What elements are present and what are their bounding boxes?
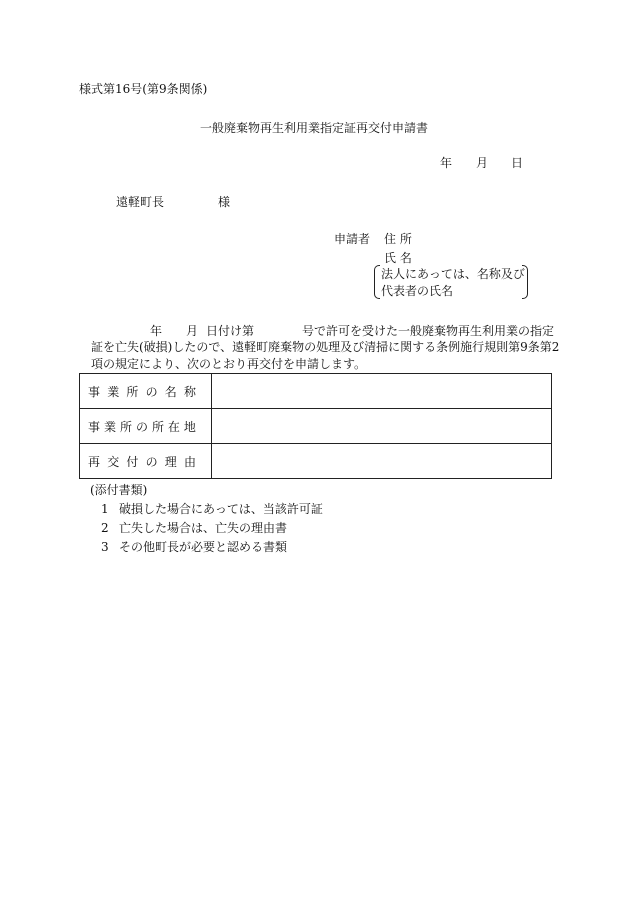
recipient-name: 遠軽町長 [116,195,165,209]
date-year-label: 年 [440,156,453,170]
attachment-number: 1 [101,502,109,516]
attachment-item [101,503,323,515]
corp-note-line2: 代表者の氏名 [381,284,454,298]
label-char: の [145,454,158,469]
body-day-label: 日付け第 [206,324,255,338]
recipient-honorific: 様 [218,195,231,209]
label-char: 名 [164,384,177,399]
label-char: 地 [183,419,196,434]
body-year-label: 年 [150,324,163,338]
label-char: 再 [88,454,101,469]
body-line3: 項の規定により、次のとおり再交付を申請します。 [91,357,367,371]
label-char: 在 [167,419,180,434]
label-char: の [145,384,158,399]
label-char: 事 [88,419,101,434]
label-char: 理 [164,454,177,469]
label-char: 由 [183,454,196,469]
attachment-text: 破損した場合にあっては、当該許可証 [119,502,323,516]
attachment-text: 亡失した場合は、亡失の理由書 [119,521,288,535]
table-label-cell [80,444,212,479]
label-business-location [88,418,196,435]
label-char: 所 [151,419,164,434]
label-char: 業 [103,419,116,434]
label-char: 交 [107,454,120,469]
form-number: 様式第16号(第9条関係) [79,82,208,96]
label-char: 付 [126,454,139,469]
table-row [80,374,552,409]
label-char: 事 [88,384,101,399]
table-label-cell [80,374,212,409]
date-month-label: 月 [476,156,489,170]
reissue-reason-value[interactable] [212,444,552,479]
attachment-number: 2 [101,521,109,535]
body-paragraph [79,322,559,373]
address-label: 住 所 [384,232,412,246]
business-location-value[interactable] [212,409,552,444]
body-month-label: 月 [186,324,199,338]
info-table [79,373,552,479]
attachments-heading: (添付書類) [90,483,148,497]
table-label-cell [80,409,212,444]
attachment-number: 3 [101,540,109,554]
label-char: 称 [183,384,196,399]
bracket-left [374,265,380,299]
document-title: 一般廃棄物再生利用業指定証再交付申請書 [200,121,429,135]
table-row [80,409,552,444]
attachment-item [101,541,287,553]
date-day-label: 日 [511,156,524,170]
attachment-item [101,522,287,534]
corp-note-line1: 法人にあっては、名称及び [381,267,525,281]
attachment-text: その他町長が必要と認める書類 [119,540,288,554]
label-business-name [88,383,196,400]
table-row [80,444,552,479]
name-label: 氏 名 [384,251,412,265]
body-line1: 号で許可を受けた一般廃棄物再生利用業の指定 [302,324,555,338]
label-char: の [135,419,148,434]
label-reissue-reason [88,453,196,470]
applicant-label: 申請者 [334,232,371,246]
business-name-value[interactable] [212,374,552,409]
label-char: 所 [126,384,139,399]
body-line2: 証を亡失(破損)したので、遠軽町廃棄物の処理及び清掃に関する条例施行規則第9条第2 [91,340,560,354]
label-char: 業 [107,384,120,399]
label-char: 所 [119,419,132,434]
